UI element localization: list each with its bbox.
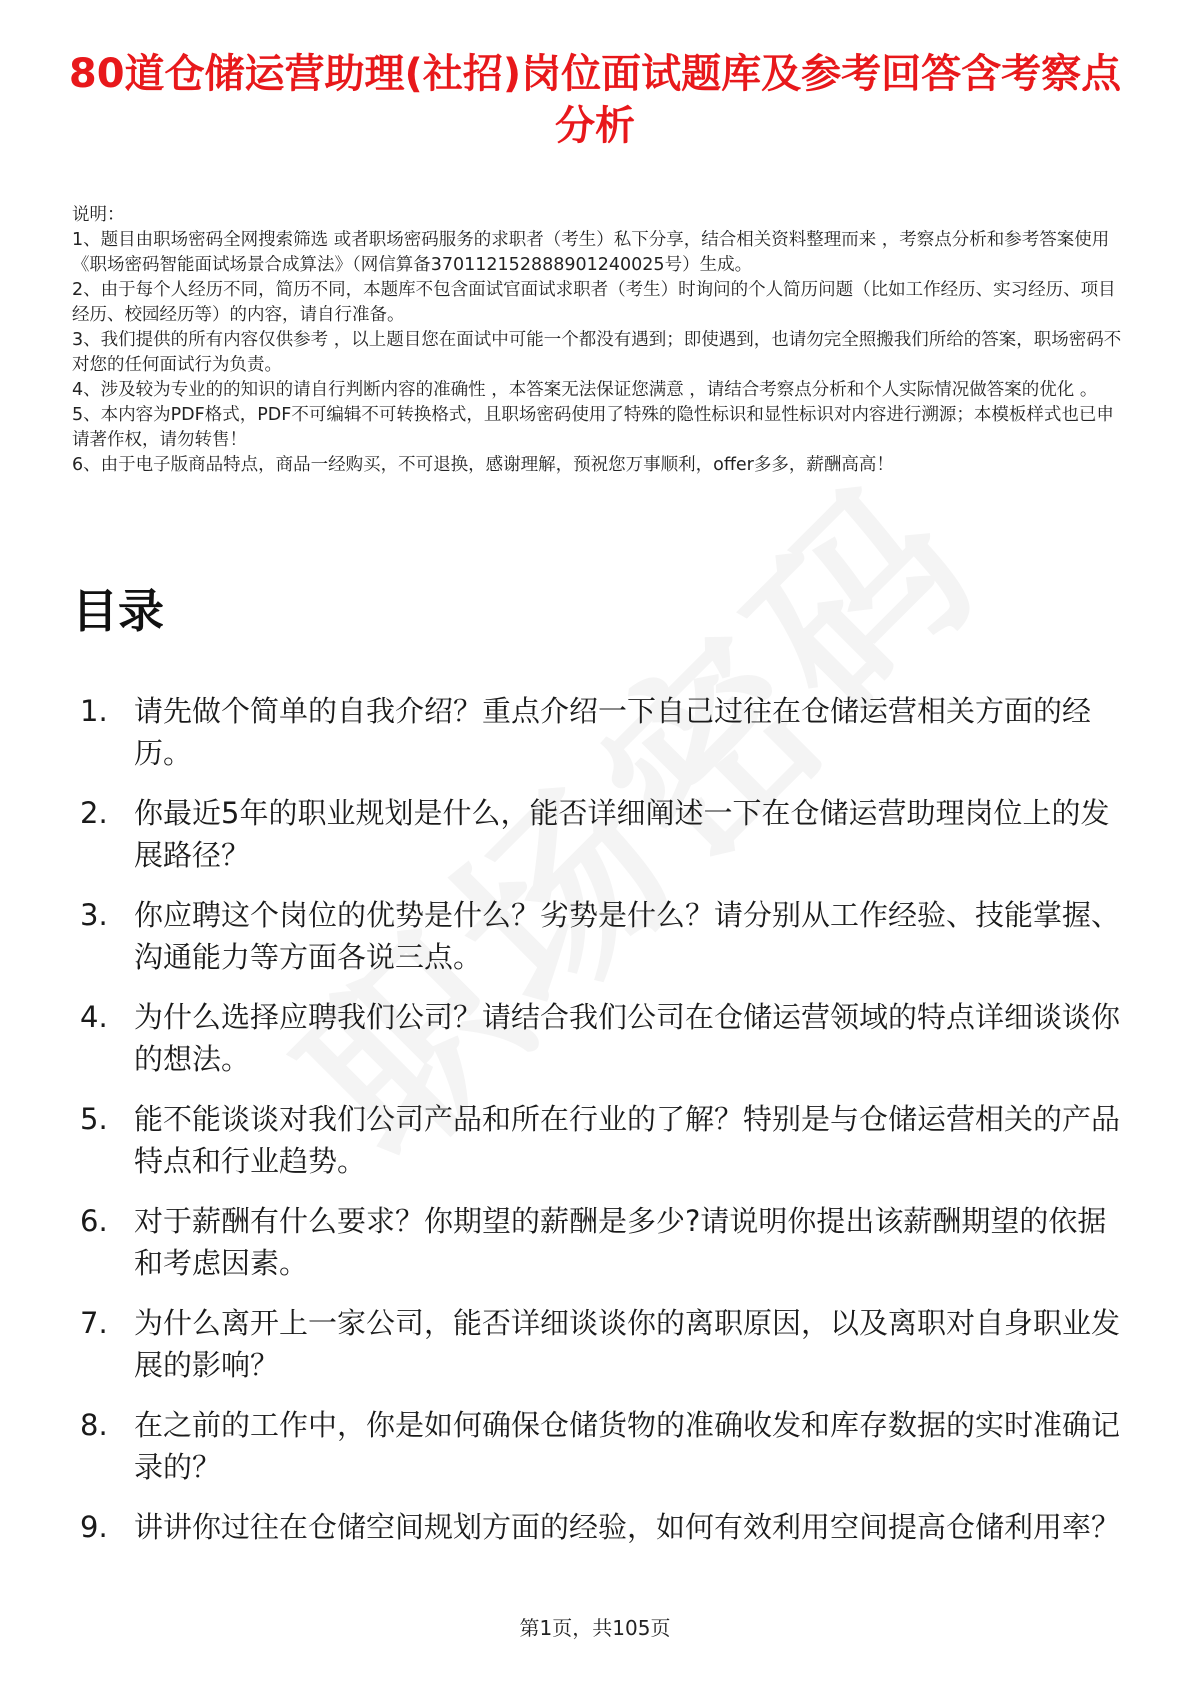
toc-item-number: 1. [80,694,108,728]
toc-item-number: 2. [80,796,108,830]
toc-item[interactable] [72,1506,1132,1590]
toc-item-text: 你应聘这个岗位的优势是什么？劣势是什么？请分别从工作经验、技能掌握、沟通能力等方面各说三点。 [134,898,1121,974]
toc-item-text: 你最近5年的职业规划是什么，能否详细阐述一下在仓储运营助理岗位上的发展路径？ [134,796,1110,872]
toc-item-number: 8. [80,1408,108,1442]
toc-item[interactable] [72,1098,1132,1182]
instruction-item: 5、本内容为PDF格式，PDF不可编辑不可转换格式，且职场密码使用了特殊的隐性标识和显性标识对内容进行溯源；本模板样式也已申请著作权，请勿转售！ [72,405,1114,450]
toc-item-text: 请先做个简单的自我介绍？重点介绍一下自己过往在仓储运营相关方面的经历。 [134,694,1092,770]
toc-item[interactable] [72,1200,1132,1284]
toc-item[interactable] [72,1404,1132,1488]
toc-item[interactable] [72,1302,1132,1386]
instruction-item: 4、涉及较为专业的的知识的请自行判断内容的准确性 ，本答案无法保证您满意 ，请结合考察点分析和个人实际情况做答案的优化 。 [72,380,1098,400]
toc-item-text: 讲讲你过往在仓储空间规划方面的经验，如何有效利用空间提高仓储利用率？ [134,1510,1121,1544]
instructions-section [72,203,1122,478]
document-title: 80道仓储运营助理(社招)岗位面试题库及参考回答含考察点分析 [68,51,1122,149]
toc-heading: 目录 [72,584,164,638]
toc-item[interactable] [72,690,1132,774]
toc-item[interactable] [72,996,1132,1080]
toc-item-number: 9. [80,1510,108,1544]
toc-item-text: 为什么离开上一家公司，能否详细谈谈你的离职原因，以及离职对自身职业发展的影响？ [134,1306,1121,1382]
toc-item[interactable] [72,894,1132,978]
instruction-item: 2、由于每个人经历不同，简历不同，本题库不包含面试官面试求职者（考生）时询问的个人简历问题（比如工作经历、实习经历、项目经历、校园经历等）的内容，请自行准备。 [72,280,1116,325]
toc-item-number: 4. [80,1000,108,1034]
instruction-item: 6、由于电子版商品特点，商品一经购买，不可退换，感谢理解，预祝您万事顺利，offer多多，薪酬高高！ [72,455,894,475]
toc-item-number: 5. [80,1102,108,1136]
toc-item-text: 对于薪酬有什么要求？你期望的薪酬是多少?请说明你提出该薪酬期望的依据和考虑因素。 [134,1204,1107,1280]
toc-item-text: 在之前的工作中，你是如何确保仓储货物的准确收发和库存数据的实时准确记录的？ [134,1408,1121,1484]
toc-item[interactable] [72,792,1132,876]
page-number: 第1页，共105页 [519,1616,671,1640]
instruction-item: 1、题目由职场密码全网搜索筛选 或者职场密码服务的求职者（考生）私下分享，结合相关资料整理而来 ，考察点分析和参考答案使用《职场密码智能面试场景合成算法》（网信算备370112152888901240025号）生成。 [72,230,1110,275]
toc-item-text: 为什么选择应聘我们公司？请结合我们公司在仓储运营领域的特点详细谈谈你的想法。 [134,1000,1121,1076]
toc-list [72,690,1132,1608]
toc-item-number: 7. [80,1306,108,1340]
toc-item-number: 3. [80,898,108,932]
instruction-item: 3、我们提供的所有内容仅供参考 ，以上题目您在面试中可能一个都没有遇到；即使遇到，也请勿完全照搬我们所给的答案，职场密码不对您的任何面试行为负责。 [72,330,1122,375]
instructions-heading: 说明： [72,205,125,225]
toc-item-text: 能不能谈谈对我们公司产品和所在行业的了解？特别是与仓储运营相关的产品特点和行业趋势。 [134,1102,1121,1178]
toc-item-number: 6. [80,1204,108,1238]
